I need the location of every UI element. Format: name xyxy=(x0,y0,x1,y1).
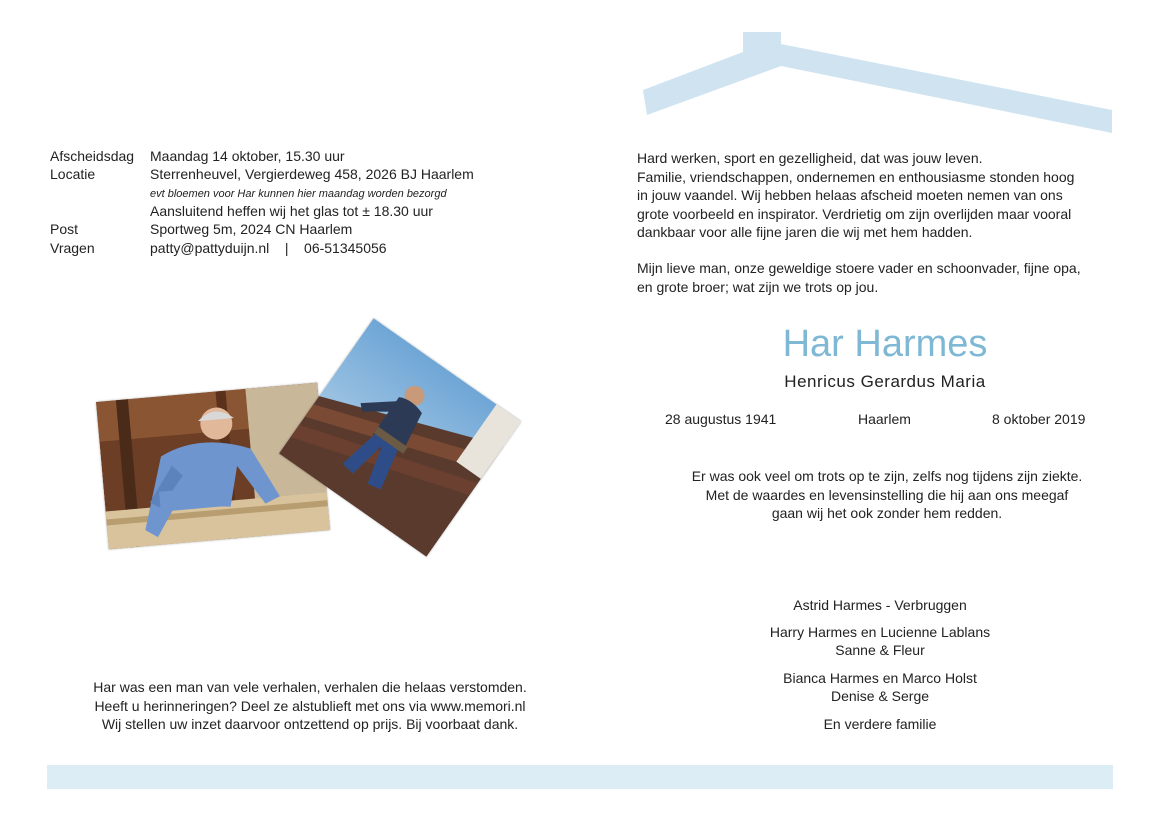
text-line: dankbaar voor alle fijne jaren die wij met hem hadden. xyxy=(637,224,973,240)
photo-man-kneeling xyxy=(96,383,330,550)
family-member: En verdere familie xyxy=(823,715,937,732)
family-member: Harry Harmes en Lucienne Lablans xyxy=(769,623,991,640)
birth-date: 28 augustus 1941 xyxy=(665,411,777,427)
info-value: patty@pattyduijn.nl | 06-51345056 xyxy=(150,240,387,256)
info-label: Post xyxy=(50,221,79,237)
left-bottom-text xyxy=(40,678,580,734)
family-member: Astrid Harmes - Verbruggen xyxy=(793,597,967,613)
text-line: Er was ook veel om trots op te zijn, zelfs nog tijdens zijn ziekte. xyxy=(691,468,1083,484)
info-value: Sportweg 5m, 2024 CN Haarlem xyxy=(150,221,353,237)
text-line: in jouw vaandel. Wij hebben helaas afscheid moeten nemen van ons xyxy=(637,187,1063,203)
info-value: Sterrenheuvel, Vergierdeweg 458, 2026 BJ Haarlem xyxy=(150,166,474,182)
text-line: Hard werken, sport en gezelligheid, dat was jouw leven. xyxy=(637,150,983,166)
man-kneeling-photo-icon xyxy=(96,383,330,550)
info-label: Vragen xyxy=(50,240,95,256)
info-value: Maandag 14 oktober, 15.30 uur xyxy=(150,148,345,164)
text-line: gaan wij het ook zonder hem redden. xyxy=(771,505,1003,521)
house-roof-icon xyxy=(640,30,1115,135)
text-line: Wij stellen uw inzet daarvoor ontzettend op prijs. Bij voorbaat dank. xyxy=(101,716,519,732)
family-member: Bianca Harmes en Marco Holst xyxy=(783,669,977,686)
place: Haarlem xyxy=(858,411,911,427)
deceased-full-name: Henricus Gerardus Maria xyxy=(784,372,986,391)
info-label: Afscheidsdag xyxy=(50,148,135,164)
text-line: Har was een man van vele verhalen, verhalen die helaas verstomden. xyxy=(93,679,527,695)
info-note: evt bloemen voor Har kunnen hier maandag worden bezorgd xyxy=(150,188,447,200)
text-line: grote voorbeeld en inspirator. Verdrietig om zijn overlijden maar vooral xyxy=(637,205,1072,222)
bottom-bar xyxy=(47,765,1113,789)
right-paragraph-1 xyxy=(637,149,1117,242)
death-date: 8 oktober 2019 xyxy=(992,411,1086,427)
info-label: Locatie xyxy=(50,166,96,182)
text-line: Heeft u herinneringen? Deel ze alstublieft met ons via www.memori.nl xyxy=(94,697,526,714)
text-line: en grote broer; wat zijn we trots op jou. xyxy=(637,278,879,295)
family-member: Sanne & Fleur xyxy=(835,642,925,658)
right-paragraph-3 xyxy=(637,467,1137,523)
family-list xyxy=(680,596,1080,733)
text-line: Met de waardes en levensinstelling die hij aan ons meegaf xyxy=(705,486,1069,503)
deceased-name: Har Harmes xyxy=(782,323,988,365)
text-line: Mijn lieve man, onze geweldige stoere vader en schoonvader, fijne opa, xyxy=(637,260,1081,276)
text-line: Familie, vriendschappen, ondernemen en enthousiasme stonden hoog xyxy=(637,168,1075,185)
right-paragraph-2 xyxy=(637,259,1117,296)
info-value: Aansluitend heffen wij het glas tot ± 18.30 uur xyxy=(150,203,433,219)
family-member: Denise & Serge xyxy=(830,688,930,704)
